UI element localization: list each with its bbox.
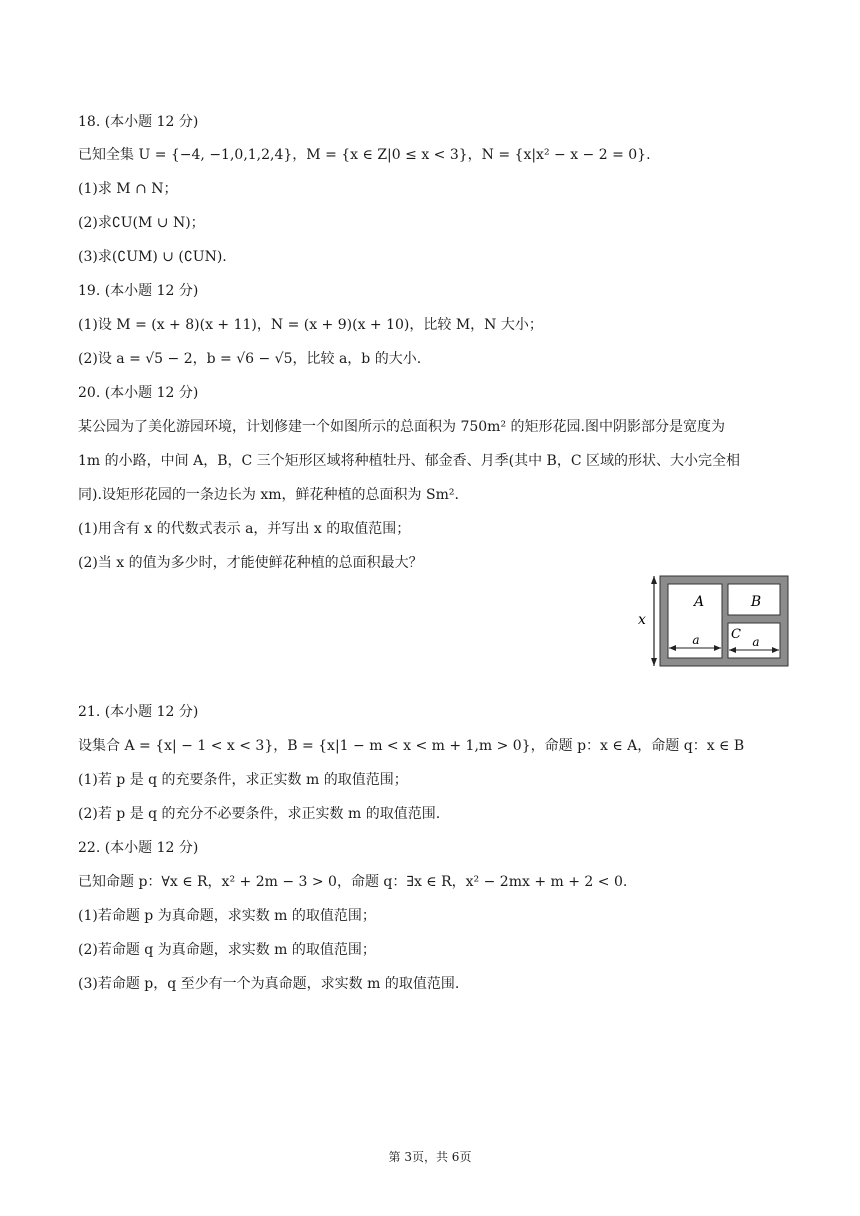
question-19-header: 19. (本小题 12 分) bbox=[78, 283, 199, 299]
page-footer: 第 3页，共 6页 bbox=[388, 1150, 472, 1164]
question-18-part-1: (1)求 M ∩ N； bbox=[78, 181, 178, 197]
figure-label-a-width-1: a bbox=[692, 633, 700, 647]
question-20-stem-line-3: 同).设矩形花园的一条边长为 xm，鲜花种植的总面积为 Sm². bbox=[78, 487, 459, 503]
question-21-part-1: (1)若 p 是 q 的充要条件，求正实数 m 的取值范围； bbox=[78, 772, 408, 788]
garden-figure bbox=[628, 574, 792, 670]
question-20-stem-line-2: 1m 的小路，中间 A，B，C 三个矩形区域将种植牡丹、郁金香、月季(其中 B，C 区域的形状、大小完全相 bbox=[78, 453, 741, 469]
figure-label-b-region: B bbox=[750, 594, 762, 610]
question-20-stem-line-1: 某公园为了美化游园环境，计划修建一个如图所示的总面积为 750m² 的矩形花园.图中阴影部分是宽度为 bbox=[78, 419, 725, 435]
question-22-part-2: (2)若命题 q 为真命题，求实数 m 的取值范围； bbox=[78, 942, 376, 958]
question-22-stem: 已知命题 p：∀x ∈ R，x² + 2m − 3 > 0，命题 q：∃x ∈ R，x² − 2mx + m + 2 < 0. bbox=[78, 874, 628, 890]
question-21-stem: 设集合 A = {x| − 1 < x < 3}，B = {x|1 − m < x < m + 1,m > 0}，命题 p：x ∈ A，命题 q：x ∈ B bbox=[78, 738, 745, 754]
question-21-part-2: (2)若 p 是 q 的充分不必要条件，求正实数 m 的取值范围. bbox=[78, 806, 441, 822]
question-20-part-2: (2)当 x 的值为多少时，才能使鲜花种植的总面积最大？ bbox=[78, 555, 423, 571]
question-18-part-2: (2)求∁U(M ∪ N)； bbox=[78, 215, 205, 231]
question-19-part-1: (1)设 M = (x + 8)(x + 11)，N = (x + 9)(x + 10)，比较 M，N 大小； bbox=[78, 317, 543, 333]
question-19-part-2: (2)设 a = √5 − 2，b = √6 − √5，比较 a，b 的大小. bbox=[78, 351, 422, 367]
figure-label-c-region: C bbox=[731, 627, 741, 642]
question-22-header: 22. (本小题 12 分) bbox=[78, 840, 199, 856]
figure-label-x: x bbox=[638, 612, 646, 628]
question-20-part-1: (1)用含有 x 的代数式表示 a，并写出 x 的取值范围； bbox=[78, 521, 411, 537]
figure-label-a-width-2: a bbox=[752, 635, 760, 649]
question-20-header: 20. (本小题 12 分) bbox=[78, 385, 199, 401]
question-21-header: 21. (本小题 12 分) bbox=[78, 704, 199, 720]
question-22-part-3: (3)若命题 p，q 至少有一个为真命题，求实数 m 的取值范围. bbox=[78, 976, 460, 992]
figure-label-a-region: A bbox=[693, 594, 705, 610]
question-18-part-3: (3)求(∁UM) ∪ (∁UN). bbox=[78, 249, 227, 265]
question-22-part-1: (1)若命题 p 为真命题，求实数 m 的取值范围； bbox=[78, 908, 376, 924]
question-18-header: 18. (本小题 12 分) bbox=[78, 114, 199, 130]
question-18-stem: 已知全集 U = {−4, −1,0,1,2,4}，M = {x ∈ Z|0 ≤ x < 3}，N = {x|x² − x − 2 = 0}. bbox=[78, 147, 651, 163]
